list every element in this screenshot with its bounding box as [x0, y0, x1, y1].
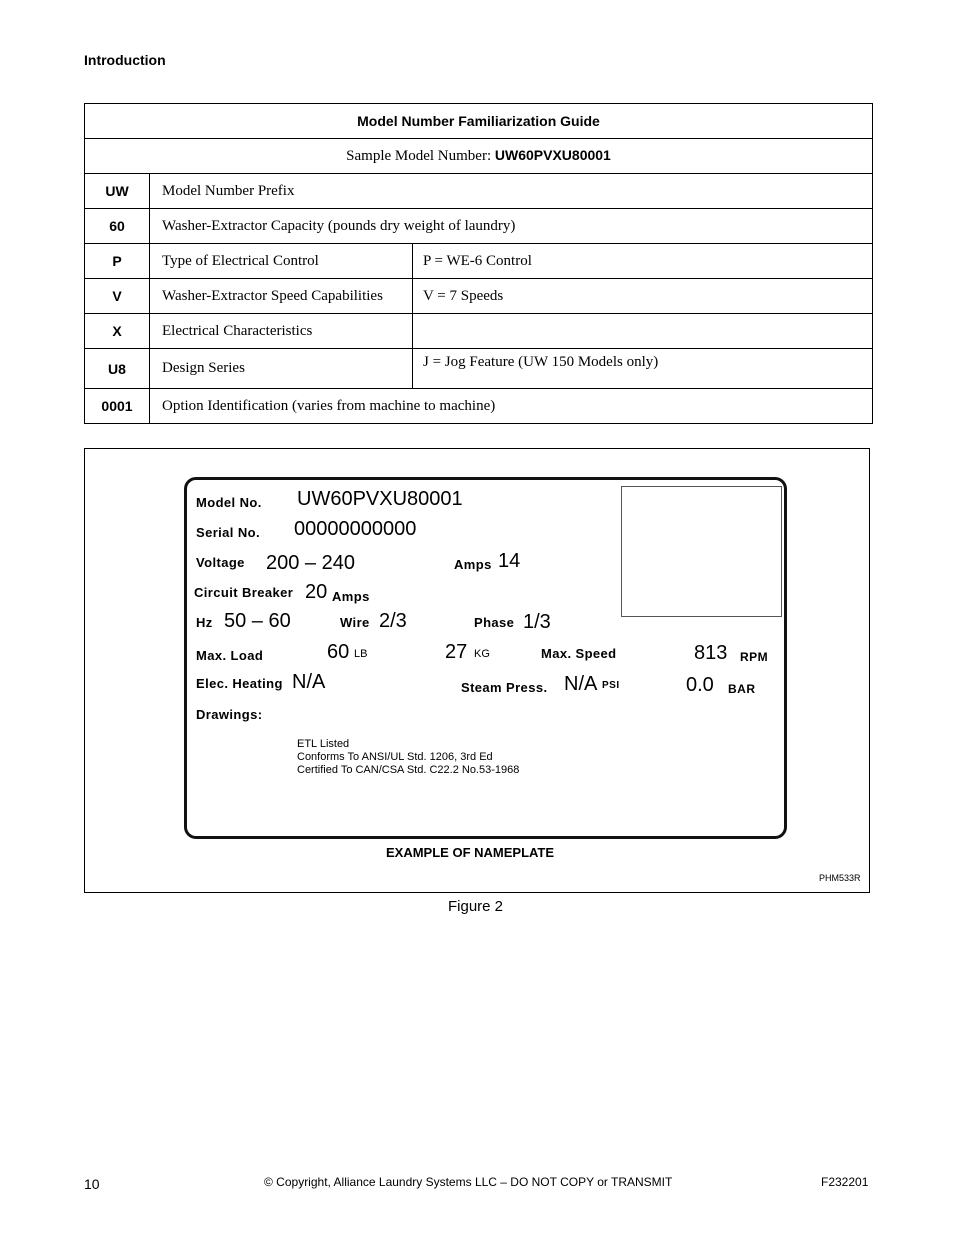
page-number: 10	[84, 1176, 100, 1192]
speed-value: 813	[694, 642, 728, 664]
table-row	[85, 209, 873, 244]
heating-value: N/A	[292, 671, 326, 693]
table-row	[85, 349, 873, 389]
phase-label: Phase	[474, 615, 515, 630]
row-value: V = 7 Speeds	[413, 279, 873, 314]
row-value: P = WE-6 Control	[413, 244, 873, 279]
sample-row	[85, 139, 873, 174]
serial-value: 00000000000	[294, 518, 417, 540]
row-code: 0001	[85, 389, 150, 424]
figure-label: Figure 2	[448, 898, 504, 915]
model-label: Model No.	[196, 495, 262, 510]
sample-value: UW60PVXU80001	[494, 147, 611, 163]
table-row	[85, 314, 873, 349]
copyright-notice: © Copyright, Alliance Laundry Systems LLC – DO NOT COPY or TRANSMIT	[264, 1175, 673, 1189]
row-description: Option Identification (varies from machine to machine)	[150, 389, 873, 424]
table-row	[85, 244, 873, 279]
steam-unit: PSI	[602, 680, 620, 691]
max-speed-label: Max. Speed	[541, 646, 617, 661]
amps-value: 14	[498, 550, 521, 572]
speed-unit: RPM	[740, 650, 769, 664]
amps-label: Amps	[454, 557, 492, 572]
load-kg-value: 27	[445, 641, 468, 663]
row-description: Electrical Characteristics	[150, 314, 413, 349]
bar-value: 0.0	[686, 674, 714, 696]
row-description: Design Series	[150, 349, 413, 389]
section-heading: Introduction	[84, 52, 166, 68]
sample-model-number	[85, 139, 873, 174]
max-load-label: Max. Load	[196, 648, 264, 663]
certification-text	[297, 738, 519, 777]
sample-label: Sample Model Number:	[346, 148, 492, 164]
cert-line: Certified To CAN/CSA Std. C22.2 No.53-1968	[297, 764, 520, 776]
row-description: Type of Electrical Control	[150, 244, 413, 279]
row-description: Washer-Extractor Speed Capabilities	[150, 279, 413, 314]
voltage-value: 200 – 240	[266, 552, 355, 574]
drawings-label: Drawings:	[196, 707, 263, 722]
hz-value: 50 – 60	[224, 610, 291, 632]
load-kg-unit: KG	[474, 648, 490, 660]
cert-line: Conforms To ANSI/UL Std. 1206, 3rd Ed	[297, 751, 493, 763]
model-value: UW60PVXU80001	[297, 488, 463, 510]
load-lb-unit: LB	[354, 648, 368, 660]
figure-caption: EXAMPLE OF NAMEPLATE	[386, 845, 555, 860]
row-code: X	[85, 314, 150, 349]
load-lb-value: 60	[327, 641, 350, 663]
hz-label: Hz	[196, 615, 213, 630]
table-title: Model Number Familiarization Guide	[85, 104, 873, 139]
table-header-row	[85, 104, 873, 139]
serial-label: Serial No.	[196, 525, 260, 540]
wire-value: 2/3	[379, 610, 407, 632]
bar-unit: BAR	[728, 682, 756, 696]
breaker-label: Circuit Breaker	[194, 585, 294, 600]
voltage-label: Voltage	[196, 555, 245, 570]
steam-value: N/A	[564, 673, 598, 695]
row-value: J = Jog Feature (UW 150 Models only)	[413, 349, 873, 389]
table-row	[85, 279, 873, 314]
row-description: Washer-Extractor Capacity (pounds dry weight of laundry)	[150, 209, 873, 244]
wire-label: Wire	[340, 615, 370, 630]
breaker-unit: Amps	[332, 589, 370, 604]
row-code: P	[85, 244, 150, 279]
steam-press-label: Steam Press.	[461, 680, 548, 695]
table-row	[85, 389, 873, 424]
row-code: V	[85, 279, 150, 314]
model-number-guide-table	[84, 103, 873, 424]
figure-code: PHM533R	[819, 873, 861, 883]
elec-heating-label: Elec. Heating	[196, 676, 283, 691]
row-value	[413, 314, 873, 349]
row-description: Model Number Prefix	[150, 174, 873, 209]
nameplate-blank-box	[621, 486, 782, 617]
row-code: U8	[85, 349, 150, 389]
document-number: F232201	[821, 1175, 869, 1189]
phase-value: 1/3	[523, 611, 551, 633]
breaker-value: 20	[305, 581, 328, 603]
row-code: UW	[85, 174, 150, 209]
table-row	[85, 174, 873, 209]
row-code: 60	[85, 209, 150, 244]
cert-line: ETL Listed	[297, 738, 350, 750]
